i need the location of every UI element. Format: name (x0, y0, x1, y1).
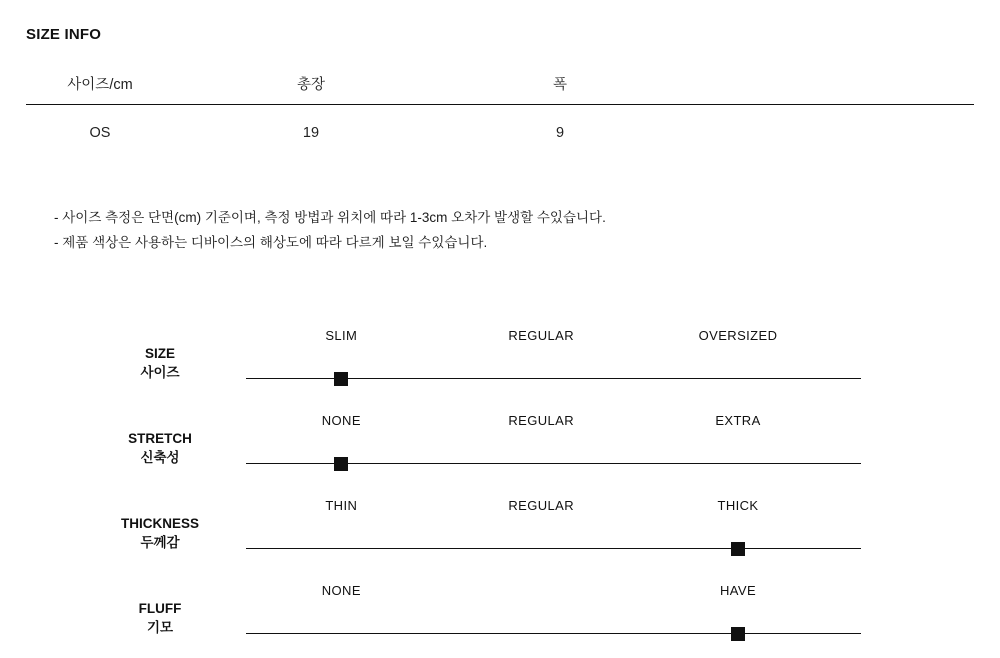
table-header-cell-length: 총장 (174, 62, 448, 105)
meter-marker-fluff (731, 627, 745, 641)
meter-tick-oversized: OVERSIZED (698, 328, 778, 343)
note-line-1: - 사이즈 측정은 단면(cm) 기준이며, 측정 방법과 위치에 따라 1-3cm 오차가 발생할 수있습니다. (54, 210, 606, 225)
meter-track-stretch (246, 453, 861, 475)
meter-tick-none: NONE (321, 413, 361, 428)
meter-track-thickness (246, 538, 861, 560)
meter-line (246, 633, 861, 634)
meter-tick-thin: THIN (325, 498, 358, 513)
meter-tick-regular: REGULAR (508, 413, 575, 428)
table-header (26, 62, 974, 105)
table-cell-width: 9 (555, 125, 565, 141)
table-body (26, 105, 974, 162)
meter-label-stretch-ko: 신축성 (140, 450, 180, 465)
table-header-row (26, 62, 974, 105)
meter-label-fluff-en: FLUFF (138, 601, 182, 616)
meter-tick-slim: SLIM (325, 328, 358, 343)
meter-label-stretch-en: STRETCH (128, 431, 192, 446)
page-title: SIZE INFO (26, 26, 102, 43)
meter-tick-regular: REGULAR (508, 328, 575, 343)
table-header-cell-width: 폭 (448, 62, 672, 105)
meter-row-size (0, 318, 1000, 403)
size-info-table (26, 62, 974, 161)
meter-row-fluff (0, 573, 1000, 658)
meter-track-size (246, 368, 861, 390)
meter-label-size-ko: 사이즈 (140, 365, 180, 380)
meter-line (246, 548, 861, 549)
table-cell-size: OS (89, 125, 111, 141)
table-cell-length: 19 (302, 125, 320, 141)
meter-label-thickness-ko: 두께감 (140, 535, 180, 550)
meter-tick-have: HAVE (719, 583, 757, 598)
meter-tick-extra: EXTRA (715, 413, 761, 428)
meter-marker-stretch (334, 457, 348, 471)
table-header-cell-empty (672, 62, 974, 105)
meter-ticks-stretch (246, 413, 861, 433)
meter-tick-none: NONE (321, 583, 361, 598)
note-line-2: - 제품 색상은 사용하는 디바이스의 해상도에 따라 다르게 보일 수있습니다. (54, 235, 488, 250)
meter-label-thickness-en: THICKNESS (120, 516, 199, 531)
meter-tick-thick: THICK (717, 498, 759, 513)
meter-marker-thickness (731, 542, 745, 556)
table-row (26, 105, 974, 162)
meter-label-fluff-ko: 기모 (146, 620, 174, 635)
table-header-cell-size: 사이즈/cm (26, 62, 174, 105)
measurement-notes (54, 205, 606, 255)
spec-meters (0, 318, 1000, 658)
meter-label-size (100, 344, 220, 382)
meter-track-fluff (246, 623, 861, 645)
meter-row-thickness (0, 488, 1000, 573)
table-cell-empty (672, 105, 974, 162)
meter-ticks-size (246, 328, 861, 348)
meter-row-stretch (0, 403, 1000, 488)
meter-label-stretch (100, 429, 220, 467)
meter-ticks-fluff (246, 583, 861, 603)
meter-label-thickness (100, 514, 220, 552)
meter-label-size-en: SIZE (144, 346, 175, 361)
meter-ticks-thickness (246, 498, 861, 518)
meter-marker-size (334, 372, 348, 386)
meter-tick-regular: REGULAR (508, 498, 575, 513)
meter-label-fluff (100, 599, 220, 637)
